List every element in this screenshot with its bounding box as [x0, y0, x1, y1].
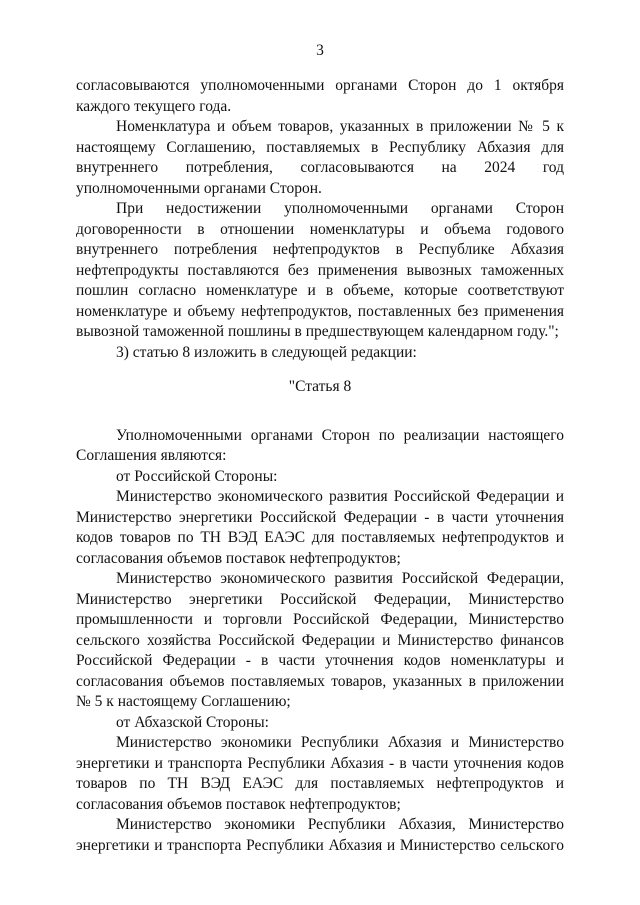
paragraph-disagreement: При недостижении уполномоченными органами Сторон договоренности в отношении номенклатуры и объема годового внутреннего потребления нефтепродуктов в Республике Абхазия нефтепродукты поставляются без применения вывозных таможенных пошлин согласно номенклатуре и в объеме, которые соответствуют номенклатуре и объему нефтепродуктов, поставленных без применения вывозной таможенной пошлины в предшествующем календарном году.";: [76, 200, 564, 340]
paragraph-russian-ministries-goods: Министерство экономического развития Российской Федерации, Министерство энергетики Российской Федерации, Министерство промышленности и торговли Российской Федерации, Министерство сельского хозяйства Российской Федерации и Министерство финансов Российской Федерации - в части уточнения кодов номенклатуры и согласования объемов поставляемых товаров, указанных в приложении № 5 к настоящему Соглашению;: [76, 570, 564, 710]
paragraph-amendment-item: 3) статью 8 изложить в следующей редакции:: [116, 343, 417, 361]
page-number: 3: [316, 42, 324, 59]
paragraph-russian-ministries-oil: Министерство экономического развития Российской Федерации и Министерство энергетики Российской Федерации - в части уточнения кодов товаров по ТН ВЭД ЕАЭС для поставляемых нефтепродуктов и согласования объемов поставок нефтепродуктов;: [76, 488, 564, 567]
paragraph-abkhaz-ministries-oil: Министерство экономики Республики Абхазия и Министерство энергетики и транспорта Республики Абхазия - в части уточнения кодов товаров по ТН ВЭД ЕАЭС для поставляемых нефтепродуктов и согласования объемов поставок нефтепродуктов;: [76, 734, 564, 813]
paragraph-abkhaz-ministries-goods: Министерство экономики Республики Абхазия, Министерство энергетики и транспорта Республики Абхазия и Министерство сельского: [76, 816, 564, 854]
article-heading: "Статья 8: [288, 378, 352, 395]
paragraph-russian-side: от Российской Стороны:: [116, 467, 278, 485]
paragraph-authorized-bodies: Уполномоченными органами Сторон по реализации настоящего Соглашения являются:: [76, 426, 564, 464]
paragraph-continuation: согласовываются уполномоченными органами Сторон до 1 октября каждого текущего года.: [76, 77, 564, 115]
paragraph-nomenclature: Номенклатура и объем товаров, указанных в приложении № 5 к настоящему Соглашению, поставляемых в Республику Абхазия для внутреннего потребления, согласовываются на 2024 год уполномоченными органами Сторон.: [76, 118, 564, 197]
document-body: [76, 76, 564, 856]
paragraph-abkhaz-side: от Абхазской Стороны:: [116, 713, 269, 731]
